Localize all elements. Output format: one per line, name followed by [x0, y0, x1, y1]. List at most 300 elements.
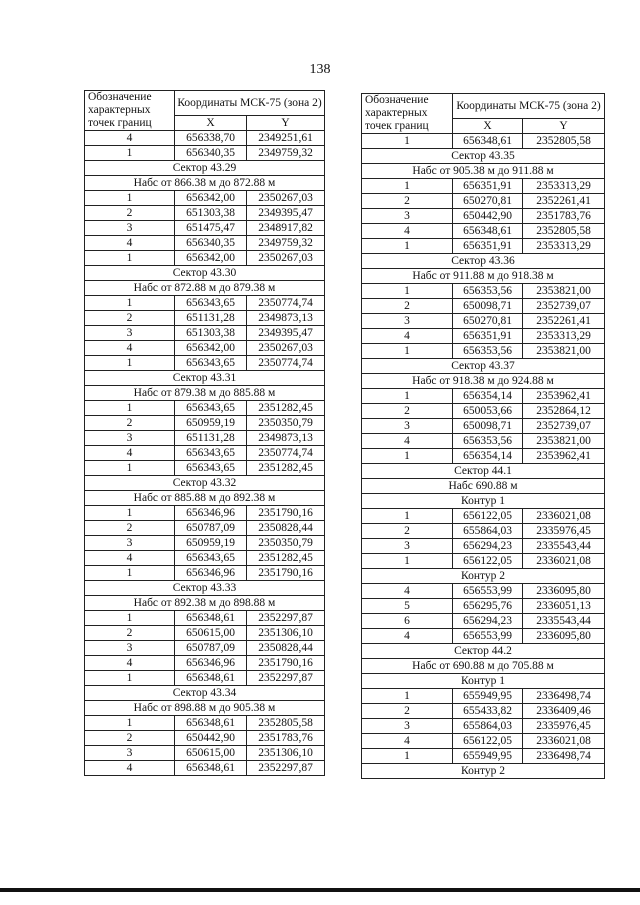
coord-y: 2350350,79 — [247, 536, 325, 551]
table-row — [362, 509, 605, 524]
coord-x: 650098,71 — [453, 419, 523, 434]
point-number: 3 — [362, 719, 453, 734]
point-number: 3 — [362, 419, 453, 434]
coord-y: 2351282,45 — [247, 461, 325, 476]
point-number: 1 — [362, 509, 453, 524]
nabs-row — [85, 176, 325, 191]
coord-y: 2350267,03 — [247, 341, 325, 356]
point-number: 4 — [85, 551, 175, 566]
table-row — [85, 716, 325, 731]
nabs-row — [362, 374, 605, 389]
coord-x: 656348,61 — [453, 134, 523, 149]
coord-y: 2349759,32 — [247, 236, 325, 251]
coord-y: 2348917,82 — [247, 221, 325, 236]
table-row — [362, 344, 605, 359]
table-row — [362, 314, 605, 329]
contour-row — [362, 569, 605, 584]
header-y: Y — [523, 119, 605, 134]
table-row — [362, 419, 605, 434]
coord-x: 650442,90 — [453, 209, 523, 224]
coord-y: 2336095,80 — [523, 629, 605, 644]
coord-x: 656122,05 — [453, 734, 523, 749]
sector-title: Сектор 43.29 — [85, 161, 325, 176]
table-row — [85, 401, 325, 416]
coord-x: 650442,90 — [175, 731, 247, 746]
point-number: 4 — [362, 434, 453, 449]
table-row — [362, 134, 605, 149]
nabs-label: Набс от 872.88 м до 879.38 м — [85, 281, 325, 296]
table-row — [85, 236, 325, 251]
coord-x: 650053,66 — [453, 404, 523, 419]
point-number: 1 — [362, 689, 453, 704]
coord-x: 655864,03 — [453, 524, 523, 539]
point-number: 1 — [362, 749, 453, 764]
coord-x: 650270,81 — [453, 314, 523, 329]
coord-x: 651303,38 — [175, 326, 247, 341]
table-row — [362, 404, 605, 419]
table-row — [362, 614, 605, 629]
point-number: 2 — [85, 206, 175, 221]
coord-y: 2351790,16 — [247, 566, 325, 581]
point-number: 1 — [85, 671, 175, 686]
nabs-row — [362, 659, 605, 674]
coordinates-table-right — [361, 93, 605, 779]
nabs-row — [85, 386, 325, 401]
coord-y: 2351783,76 — [523, 209, 605, 224]
coord-x: 656294,23 — [453, 614, 523, 629]
table-row — [85, 671, 325, 686]
table-row — [85, 521, 325, 536]
coord-y: 2352805,58 — [247, 716, 325, 731]
coord-x: 656342,00 — [175, 191, 247, 206]
sector-title-row — [85, 161, 325, 176]
table-row — [362, 734, 605, 749]
coord-x: 650270,81 — [453, 194, 523, 209]
table-row — [362, 299, 605, 314]
coord-y: 2353313,29 — [523, 179, 605, 194]
sector-title-row — [85, 476, 325, 491]
nabs-row — [362, 164, 605, 179]
coord-x: 650098,71 — [453, 299, 523, 314]
header-y: Y — [247, 116, 325, 131]
coord-x: 656351,91 — [453, 329, 523, 344]
coord-x: 656348,61 — [175, 761, 247, 776]
sector-title-row — [362, 464, 605, 479]
contour-row — [362, 674, 605, 689]
sector-title: Сектор 44.2 — [362, 644, 605, 659]
point-number: 1 — [362, 239, 453, 254]
page-number: 138 — [309, 62, 331, 77]
coord-y: 2336021,08 — [523, 734, 605, 749]
point-number: 4 — [85, 656, 175, 671]
contour-row — [362, 764, 605, 779]
coord-x: 656351,91 — [453, 179, 523, 194]
table-row — [85, 731, 325, 746]
point-number: 1 — [362, 389, 453, 404]
contour-label: Контур 2 — [362, 569, 605, 584]
point-number: 2 — [362, 299, 453, 314]
coord-y: 2352261,41 — [523, 314, 605, 329]
table-row — [85, 326, 325, 341]
point-number: 3 — [362, 539, 453, 554]
point-number: 6 — [362, 614, 453, 629]
coord-y: 2336095,80 — [523, 584, 605, 599]
table-row — [362, 434, 605, 449]
table-row — [362, 749, 605, 764]
sector-title: Сектор 43.37 — [362, 359, 605, 374]
contour-label: Контур 2 — [362, 764, 605, 779]
nabs-label: Набс от 866.38 м до 872.88 м — [85, 176, 325, 191]
header-x: X — [453, 119, 523, 134]
coord-x: 650615,00 — [175, 626, 247, 641]
sector-title-row — [362, 254, 605, 269]
coord-x: 656342,00 — [175, 341, 247, 356]
table-row — [362, 629, 605, 644]
point-number: 3 — [85, 431, 175, 446]
coord-y: 2335543,44 — [523, 539, 605, 554]
coord-y: 2350774,74 — [247, 296, 325, 311]
coord-y: 2349251,61 — [247, 131, 325, 146]
coord-y: 2336409,46 — [523, 704, 605, 719]
coord-y: 2335976,45 — [523, 719, 605, 734]
coord-y: 2353962,41 — [523, 449, 605, 464]
coordinates-table-left — [84, 90, 325, 776]
table-row — [85, 641, 325, 656]
table-row — [362, 449, 605, 464]
sector-title-row — [85, 686, 325, 701]
point-number: 3 — [85, 746, 175, 761]
coord-y: 2349873,13 — [247, 431, 325, 446]
coord-x: 650959,19 — [175, 536, 247, 551]
point-number: 1 — [85, 401, 175, 416]
coord-x: 656346,96 — [175, 656, 247, 671]
coord-y: 2351306,10 — [247, 626, 325, 641]
point-number: 4 — [362, 584, 453, 599]
table-row — [85, 566, 325, 581]
coord-y: 2352864,12 — [523, 404, 605, 419]
coord-y: 2351783,76 — [247, 731, 325, 746]
coord-y: 2352739,07 — [523, 419, 605, 434]
header-coordinates: Координаты МСК-75 (зона 2) — [175, 91, 325, 116]
table-row — [362, 329, 605, 344]
coord-x: 656340,35 — [175, 236, 247, 251]
coord-x: 650615,00 — [175, 746, 247, 761]
nabs-label: Набс от 905.38 м до 911.88 м — [362, 164, 605, 179]
table-row — [85, 611, 325, 626]
nabs-label: Набс от 918.38 м до 924.88 м — [362, 374, 605, 389]
coord-y: 2352297,87 — [247, 671, 325, 686]
coord-x: 656346,96 — [175, 566, 247, 581]
sector-title: Сектор 43.31 — [85, 371, 325, 386]
coord-y: 2350267,03 — [247, 191, 325, 206]
coord-x: 656340,35 — [175, 146, 247, 161]
table-row — [85, 206, 325, 221]
coord-y: 2335543,44 — [523, 614, 605, 629]
coord-y: 2353821,00 — [523, 344, 605, 359]
table-row — [362, 224, 605, 239]
coord-y: 2349395,47 — [247, 206, 325, 221]
table-row — [85, 221, 325, 236]
coord-y: 2353821,00 — [523, 284, 605, 299]
coord-y: 2336498,74 — [523, 749, 605, 764]
nabs-label: Набс 690.88 м — [362, 479, 605, 494]
coord-x: 656294,23 — [453, 539, 523, 554]
table-row — [85, 506, 325, 521]
coord-y: 2353313,29 — [523, 239, 605, 254]
table-row — [362, 209, 605, 224]
table-row — [85, 431, 325, 446]
coord-x: 656553,99 — [453, 584, 523, 599]
table-row — [85, 296, 325, 311]
coord-x: 655433,82 — [453, 704, 523, 719]
table-row — [362, 179, 605, 194]
point-number: 1 — [362, 344, 453, 359]
table-row — [85, 311, 325, 326]
point-number: 2 — [85, 311, 175, 326]
coord-x: 656353,56 — [453, 284, 523, 299]
point-number: 4 — [362, 734, 453, 749]
point-number: 3 — [85, 536, 175, 551]
point-number: 1 — [85, 716, 175, 731]
coord-x: 656343,65 — [175, 461, 247, 476]
coord-y: 2353962,41 — [523, 389, 605, 404]
table-row — [362, 554, 605, 569]
header-designation: Обозначение характерных точек границ — [85, 91, 175, 131]
point-number: 1 — [362, 449, 453, 464]
coord-x: 656346,96 — [175, 506, 247, 521]
point-number: 4 — [85, 236, 175, 251]
coord-x: 656343,65 — [175, 446, 247, 461]
header-x: X — [175, 116, 247, 131]
coord-x: 656348,61 — [453, 224, 523, 239]
coord-x: 650787,09 — [175, 521, 247, 536]
point-number: 2 — [362, 194, 453, 209]
coord-y: 2352805,58 — [523, 224, 605, 239]
table-row — [362, 599, 605, 614]
sector-title: Сектор 43.34 — [85, 686, 325, 701]
point-number: 1 — [85, 356, 175, 371]
point-number: 3 — [85, 221, 175, 236]
coord-y: 2352261,41 — [523, 194, 605, 209]
point-number: 1 — [85, 296, 175, 311]
coord-y: 2350828,44 — [247, 641, 325, 656]
table-row — [85, 446, 325, 461]
coord-y: 2350774,74 — [247, 356, 325, 371]
coord-y: 2349759,32 — [247, 146, 325, 161]
point-number: 1 — [85, 146, 175, 161]
coord-x: 656351,91 — [453, 239, 523, 254]
sector-title-row — [362, 359, 605, 374]
table-row — [85, 626, 325, 641]
table-row — [85, 251, 325, 266]
table-row — [85, 356, 325, 371]
coord-y: 2336051,13 — [523, 599, 605, 614]
coord-y: 2353313,29 — [523, 329, 605, 344]
table-row — [362, 194, 605, 209]
point-number: 4 — [85, 131, 175, 146]
sector-title: Сектор 43.30 — [85, 266, 325, 281]
point-number: 3 — [362, 209, 453, 224]
coord-x: 656338,70 — [175, 131, 247, 146]
point-number: 2 — [85, 416, 175, 431]
coord-y: 2350350,79 — [247, 416, 325, 431]
table-row — [85, 191, 325, 206]
coord-x: 656343,65 — [175, 401, 247, 416]
point-number: 2 — [85, 521, 175, 536]
nabs-row — [85, 281, 325, 296]
coord-x: 656348,61 — [175, 716, 247, 731]
point-number: 4 — [85, 341, 175, 356]
nabs-label: Набс от 898.88 м до 905.38 м — [85, 701, 325, 716]
coord-y: 2336021,08 — [523, 509, 605, 524]
point-number: 2 — [362, 524, 453, 539]
table-row — [85, 461, 325, 476]
coord-y: 2352805,58 — [523, 134, 605, 149]
table-row — [362, 284, 605, 299]
coord-x: 651131,28 — [175, 311, 247, 326]
sector-title-row — [85, 266, 325, 281]
coord-y: 2349395,47 — [247, 326, 325, 341]
table-row — [362, 584, 605, 599]
table-row — [85, 536, 325, 551]
point-number: 4 — [85, 761, 175, 776]
sector-title-row — [85, 371, 325, 386]
coord-y: 2351282,45 — [247, 401, 325, 416]
coord-y: 2350267,03 — [247, 251, 325, 266]
table-row — [85, 416, 325, 431]
sector-title: Сектор 43.35 — [362, 149, 605, 164]
sector-title: Сектор 43.33 — [85, 581, 325, 596]
coord-y: 2351790,16 — [247, 656, 325, 671]
coord-x: 650959,19 — [175, 416, 247, 431]
point-number: 1 — [362, 554, 453, 569]
coord-x: 656343,65 — [175, 551, 247, 566]
point-number: 1 — [85, 566, 175, 581]
table-row — [85, 146, 325, 161]
point-number: 2 — [362, 404, 453, 419]
coord-y: 2335976,45 — [523, 524, 605, 539]
coord-y: 2352297,87 — [247, 611, 325, 626]
point-number: 1 — [85, 191, 175, 206]
scan-edge-bar — [0, 888, 640, 892]
sector-title: Сектор 43.36 — [362, 254, 605, 269]
point-number: 1 — [362, 134, 453, 149]
header-designation: Обозначение характерных точек границ — [362, 94, 453, 134]
table-row — [85, 131, 325, 146]
point-number: 1 — [362, 284, 453, 299]
coord-x: 656354,14 — [453, 389, 523, 404]
coord-x: 656343,65 — [175, 296, 247, 311]
table-row — [362, 524, 605, 539]
table-row — [85, 341, 325, 356]
nabs-row — [85, 701, 325, 716]
coord-x: 656343,65 — [175, 356, 247, 371]
point-number: 3 — [85, 641, 175, 656]
nabs-label: Набс от 892.38 м до 898.88 м — [85, 596, 325, 611]
table-row — [362, 704, 605, 719]
nabs-row — [85, 596, 325, 611]
sector-title: Сектор 44.1 — [362, 464, 605, 479]
nabs-row — [362, 269, 605, 284]
sector-title-row — [85, 581, 325, 596]
coord-x: 651303,38 — [175, 206, 247, 221]
table-row — [362, 539, 605, 554]
coord-y: 2350828,44 — [247, 521, 325, 536]
coord-x: 656295,76 — [453, 599, 523, 614]
table-row — [85, 761, 325, 776]
coord-x: 656553,99 — [453, 629, 523, 644]
point-number: 2 — [362, 704, 453, 719]
table-row — [85, 746, 325, 761]
point-number: 3 — [85, 326, 175, 341]
point-number: 4 — [362, 224, 453, 239]
coord-x: 656353,56 — [453, 344, 523, 359]
coord-y: 2353821,00 — [523, 434, 605, 449]
coord-y: 2352297,87 — [247, 761, 325, 776]
contour-label: Контур 1 — [362, 674, 605, 689]
table-row — [362, 719, 605, 734]
coord-y: 2351790,16 — [247, 506, 325, 521]
point-number: 4 — [362, 629, 453, 644]
coord-x: 656348,61 — [175, 611, 247, 626]
point-number: 1 — [85, 251, 175, 266]
contour-label: Контур 1 — [362, 494, 605, 509]
nabs-label: Набс от 879.38 м до 885.88 м — [85, 386, 325, 401]
coord-x: 651475,47 — [175, 221, 247, 236]
point-number: 4 — [85, 446, 175, 461]
coord-y: 2352739,07 — [523, 299, 605, 314]
coord-x: 656342,00 — [175, 251, 247, 266]
coord-x: 651131,28 — [175, 431, 247, 446]
nabs-row — [85, 491, 325, 506]
coord-y: 2336021,08 — [523, 554, 605, 569]
coord-y: 2350774,74 — [247, 446, 325, 461]
point-number: 1 — [85, 506, 175, 521]
point-number: 1 — [362, 179, 453, 194]
coord-y: 2349873,13 — [247, 311, 325, 326]
point-number: 5 — [362, 599, 453, 614]
coord-x: 656353,56 — [453, 434, 523, 449]
nabs-label: Набс от 885.88 м до 892.38 м — [85, 491, 325, 506]
sector-title: Сектор 43.32 — [85, 476, 325, 491]
coord-y: 2336498,74 — [523, 689, 605, 704]
table-row — [85, 551, 325, 566]
table-row — [362, 239, 605, 254]
coord-x: 650787,09 — [175, 641, 247, 656]
nabs-row — [362, 479, 605, 494]
point-number: 4 — [362, 329, 453, 344]
coord-x: 656354,14 — [453, 449, 523, 464]
coord-x: 655949,95 — [453, 689, 523, 704]
point-number: 1 — [85, 461, 175, 476]
coord-x: 656122,05 — [453, 554, 523, 569]
coord-x: 656348,61 — [175, 671, 247, 686]
point-number: 2 — [85, 626, 175, 641]
sector-title-row — [362, 644, 605, 659]
coord-x: 655864,03 — [453, 719, 523, 734]
nabs-label: Набс от 690.88 м до 705.88 м — [362, 659, 605, 674]
nabs-label: Набс от 911.88 м до 918.38 м — [362, 269, 605, 284]
coord-y: 2351306,10 — [247, 746, 325, 761]
coord-y: 2351282,45 — [247, 551, 325, 566]
point-number: 1 — [85, 611, 175, 626]
coord-x: 656122,05 — [453, 509, 523, 524]
point-number: 2 — [85, 731, 175, 746]
point-number: 3 — [362, 314, 453, 329]
table-row — [85, 656, 325, 671]
contour-row — [362, 494, 605, 509]
table-row — [362, 689, 605, 704]
